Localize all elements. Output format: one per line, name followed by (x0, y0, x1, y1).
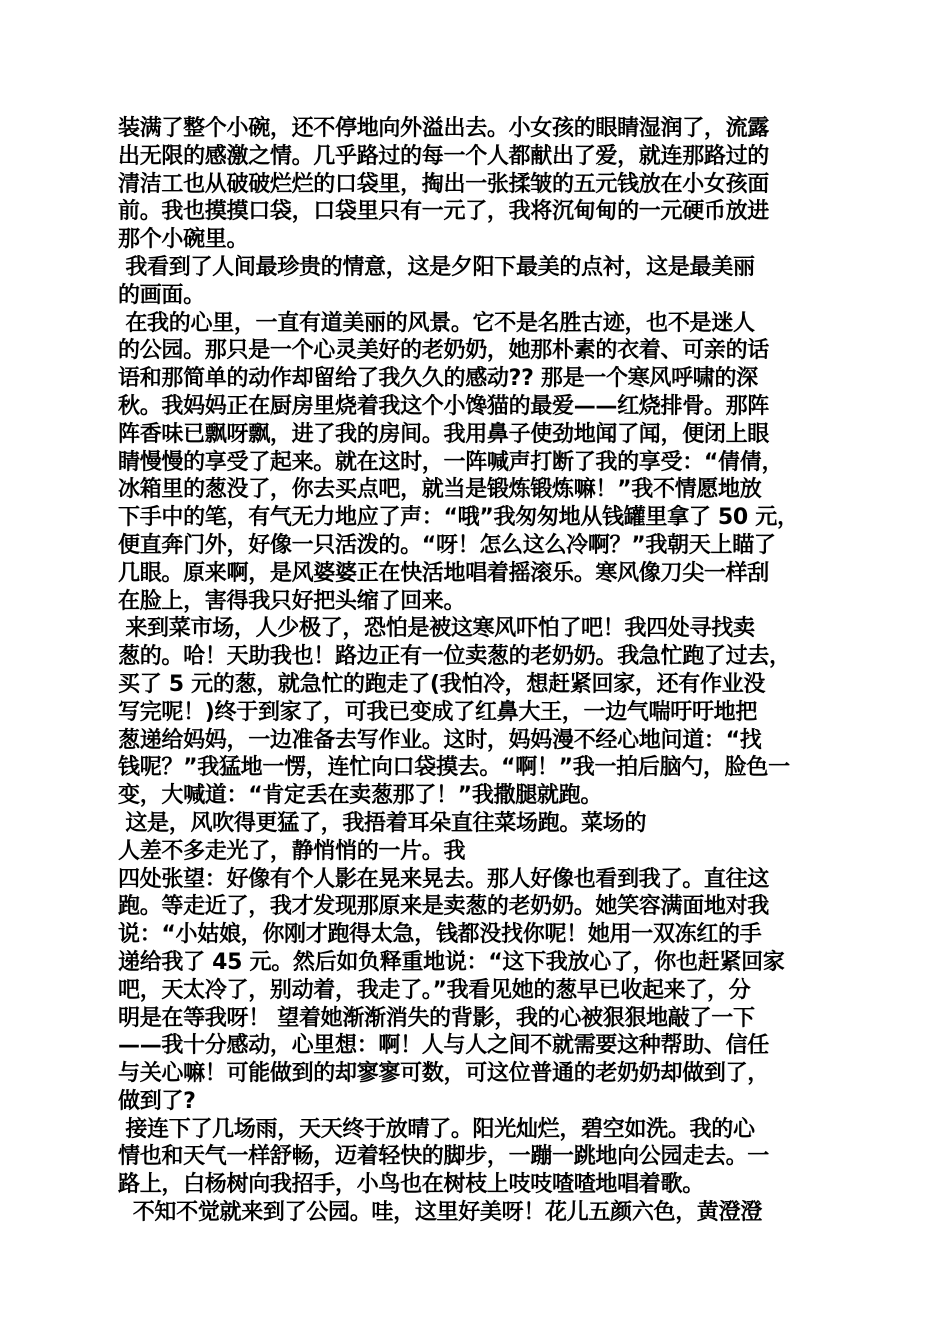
text-line: 变，大喊道：“肯定丢在卖葱那了！”我撒腿就跑。 (118, 783, 603, 809)
text-line: 来到菜市场，人少极了，恐怕是被这寒风吓怕了吧！我四处寻找卖 (118, 616, 755, 642)
text-line: ——我十分感动，心里想：啊！人与人之间不就需要这种帮助、信任 (118, 1033, 770, 1059)
text-line: 递给我了 45 元。然后如负释重地说：“这下我放心了，你也赶紧回家 (118, 949, 785, 975)
text-line: 前。我也摸摸口袋，口袋里只有一元了，我将沉甸甸的一元硬币放进 (118, 199, 770, 225)
text-line: 葱递给妈妈，一边准备去写作业。这时，妈妈漫不经心地问道：“找 (118, 727, 762, 753)
text-line: 在脸上，害得我只好把头缩了回来。 (118, 588, 466, 614)
text-line: 的画面。 (118, 282, 205, 308)
text-line: 那个小碗里。 (118, 227, 249, 253)
text-line: 明是在等我呀！ 望着她渐渐消失的背影，我的心被狠狠地敲了一下 (118, 1005, 755, 1031)
text-line: 路上，白杨树向我招手，小鸟也在树枝上吱吱喳喳地唱着歌。 (118, 1172, 704, 1198)
text-line: 的公园。那只是一个心灵美好的老奶奶，她那朴素的衣着、可亲的话 (118, 338, 770, 364)
text-line: 便直奔门外，好像一只活泼的。“呀！怎么这么冷啊？”我朝天上瞄了 (118, 532, 776, 558)
text-line: 四处张望：好像有个人影在晃来晃去。那人好像也看到我了。直往这 (118, 866, 770, 892)
text-line: 睛慢慢的享受了起来。就在这时，一阵喊声打断了我的享受：“倩倩， (118, 449, 784, 475)
text-line: 买了 5 元的葱，就急忙的跑走了(我怕冷，想赶紧回家，还有作业没 (118, 671, 766, 697)
text-line: 在我的心里，一直有道美丽的风景。它不是名胜古迹，也不是迷人 (118, 310, 755, 336)
text-line: 说：“小姑娘，你刚才跑得太急，钱都没找你呢！她用一双冻红的手 (118, 922, 762, 948)
text-line: 秋。我妈妈正在厨房里烧着我这个小馋猫的最爱——红烧排骨。那阵 (118, 393, 770, 419)
text-line: 不知不觉就来到了公园。哇，这里好美呀！花儿五颜六色，黄澄澄 (118, 1200, 763, 1226)
text-line: 下手中的笔，有气无力地应了声：“哦”我匆匆地从钱罐里拿了 50 元， (118, 505, 799, 531)
text-line: 清洁工也从破破烂烂的口袋里，掏出一张揉皱的五元钱放在小女孩面 (118, 171, 770, 197)
text-line: 阵香味已飘呀飘，进了我的房间。我用鼻子使劲地闻了闻，便闭上眼 (118, 421, 770, 447)
text-line: 语和那简单的动作却留给了我久久的感动?? 那是一个寒风呼啸的深 (118, 366, 758, 392)
text-line: 写完呢！)终于到家了，可我已变成了红鼻大王，一边气喘吁吁地把 (118, 699, 758, 725)
text-line: 葱的。哈！天助我也！路边正有一位卖葱的老奶奶。我急忙跑了过去， (118, 644, 791, 670)
text-line: 情也和天气一样舒畅，迈着轻快的脚步，一蹦一跳地向公园走去。一 (118, 1144, 770, 1170)
text-line: 做到了? (118, 1088, 196, 1114)
text-line: 跑。等走近了，我才发现那原来是卖葱的老奶奶。她笑容满面地对我 (118, 894, 770, 920)
text-line: 几眼。原来啊，是风婆婆正在快活地唱着摇滚乐。寒风像刀尖一样刮 (118, 560, 770, 586)
text-line: 我看到了人间最珍贵的情意，这是夕阳下最美的点衬，这是最美丽 (118, 254, 755, 280)
text-line: 吧，天太冷了，别动着，我走了。”我看见她的葱早已收起来了，分 (118, 977, 751, 1003)
document-body (118, 115, 858, 1227)
text-line: 与关心嘛！可能做到的却寥寥可数，可这位普通的老奶奶却做到了， (118, 1061, 770, 1087)
text-line: 出无限的感激之情。几乎路过的每一个人都献出了爱，就连那路过的 (118, 143, 770, 169)
text-line: 冰箱里的葱没了，你去买点吧，就当是锻炼锻炼嘛！”我不情愿地放 (118, 477, 762, 503)
text-line: 装满了整个小碗，还不停地向外溢出去。小女孩的眼睛湿润了，流露 (118, 116, 770, 141)
text-line: 人差不多走光了，静悄悄的一片。我 (118, 838, 466, 864)
text-line: 接连下了几场雨，天天终于放晴了。阳光灿烂，碧空如洗。我的心 (118, 1116, 755, 1142)
text-line: 这是，风吹得更猛了，我捂着耳朵直往菜场跑。菜场的 (118, 810, 647, 836)
text-line: 钱呢？”我猛地一愣，连忙向口袋摸去。“啊！”我一拍后脑勺，脸色一 (118, 755, 790, 781)
